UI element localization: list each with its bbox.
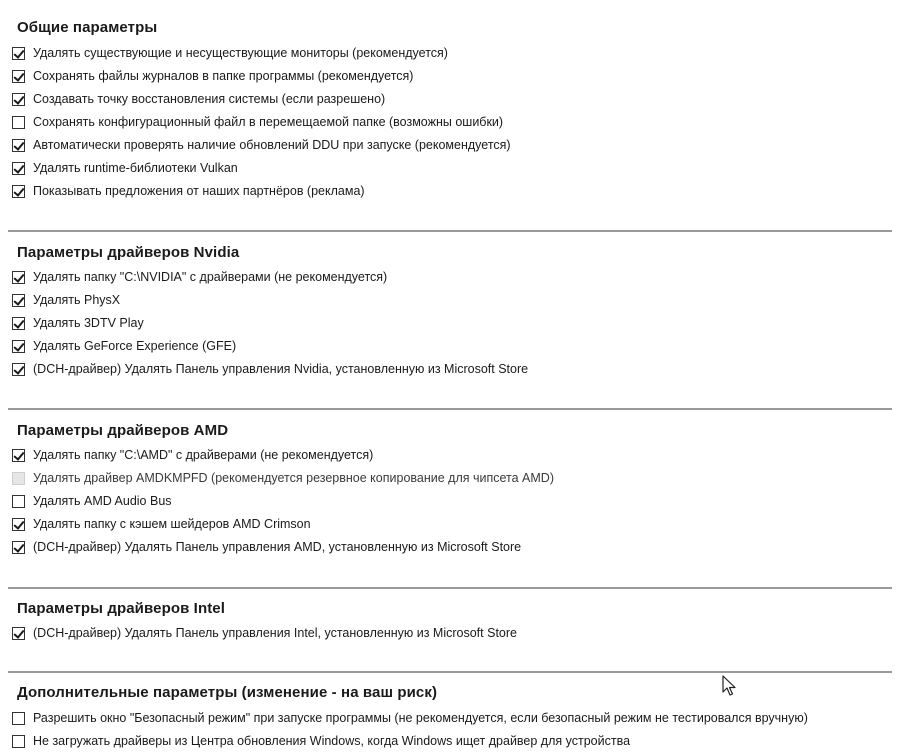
checkbox[interactable] <box>12 712 25 725</box>
option-label: Удалять PhysX <box>33 293 121 307</box>
option-amd-dch-panel[interactable] <box>12 538 521 556</box>
section-title-advanced: Дополнительные параметры (изменение - на ваш риск) <box>17 684 438 701</box>
option-label: Автоматически проверять наличие обновлений DDU при запуске (рекомендуется) <box>33 138 511 152</box>
option-label: Удалять runtime-библиотеки Vulkan <box>33 161 238 175</box>
option-label: Удалять драйвер AMDKMPFD (рекомендуется резервное копирование для чипсета AMD) <box>33 471 554 485</box>
checkbox[interactable] <box>12 627 25 640</box>
option-label: Удалять 3DTV Play <box>33 316 144 330</box>
option-label: Удалять GeForce Experience (GFE) <box>33 339 237 353</box>
checkbox[interactable] <box>12 317 25 330</box>
checkbox[interactable] <box>12 139 25 152</box>
option-save-logs[interactable] <box>12 67 413 85</box>
checkbox[interactable] <box>12 47 25 60</box>
option-nvidia-folder[interactable] <box>12 268 387 286</box>
checkbox[interactable] <box>12 495 25 508</box>
option-amd-shader-cache[interactable] <box>12 515 311 533</box>
option-nvidia-gfe[interactable] <box>12 337 236 355</box>
option-amd-kmpfd[interactable] <box>12 469 554 487</box>
section-divider <box>8 671 892 673</box>
option-label: (DCH-драйвер) Удалять Панель управления AMD, установленную из Microsoft Store <box>33 540 522 554</box>
option-check-updates[interactable] <box>12 136 511 154</box>
option-label: Показывать предложения от наших партнёров (реклама) <box>33 184 365 198</box>
option-label: Разрешить окно "Безопасный режим" при запуске программы (не рекомендуется, если безопасный режим не тестировался вручную) <box>33 711 808 725</box>
section-divider <box>8 408 892 410</box>
checkbox[interactable] <box>12 518 25 531</box>
option-label: Удалять папку с кэшем шейдеров AMD Crimson <box>33 517 311 531</box>
section-divider <box>8 230 892 232</box>
section-divider <box>8 587 892 589</box>
option-label: Сохранять файлы журналов в папке программы (рекомендуется) <box>33 69 414 83</box>
option-safe-mode-dialog[interactable] <box>12 709 808 727</box>
option-nvidia-dch-panel[interactable] <box>12 360 528 378</box>
option-restore-point[interactable] <box>12 90 385 108</box>
option-partner-offers[interactable] <box>12 182 365 200</box>
section-title-nvidia: Параметры драйверов Nvidia <box>17 244 240 261</box>
option-remove-monitors[interactable] <box>12 44 448 62</box>
option-nvidia-physx[interactable] <box>12 291 120 309</box>
option-label: Удалять папку "C:\AMD" с драйверами (не рекомендуется) <box>33 448 374 462</box>
mouse-cursor-icon <box>722 675 738 697</box>
option-label: Удалять существующие и несуществующие мониторы (рекомендуется) <box>33 46 448 60</box>
option-block-windows-update-drivers[interactable] <box>12 732 630 750</box>
checkbox[interactable] <box>12 70 25 83</box>
option-intel-dch-panel[interactable] <box>12 624 517 642</box>
checkbox[interactable] <box>12 735 25 748</box>
section-title-intel: Параметры драйверов Intel <box>17 600 226 617</box>
option-roaming-config[interactable] <box>12 113 503 131</box>
checkbox[interactable] <box>12 294 25 307</box>
checkbox[interactable] <box>12 162 25 175</box>
option-label: Удалять AMD Audio Bus <box>33 494 172 508</box>
option-label: (DCH-драйвер) Удалять Панель управления Intel, установленную из Microsoft Store <box>33 626 517 640</box>
option-label: Не загружать драйверы из Центра обновления Windows, когда Windows ищет драйвер для устройства <box>33 734 631 748</box>
checkbox[interactable] <box>12 185 25 198</box>
checkbox[interactable] <box>12 271 25 284</box>
section-title-amd: Параметры драйверов AMD <box>17 422 229 439</box>
option-amd-folder[interactable] <box>12 446 373 464</box>
option-label: Сохранять конфигурационный файл в перемещаемой папке (возможны ошибки) <box>33 115 504 129</box>
option-remove-vulkan[interactable] <box>12 159 238 177</box>
option-label: (DCH-драйвер) Удалять Панель управления Nvidia, установленную из Microsoft Store <box>33 362 529 376</box>
checkbox[interactable] <box>12 93 25 106</box>
section-title-general: Общие параметры <box>17 19 158 36</box>
checkbox[interactable] <box>12 472 25 485</box>
option-label: Удалять папку "C:\NVIDIA" с драйверами (не рекомендуется) <box>33 270 388 284</box>
option-amd-audio-bus[interactable] <box>12 492 172 510</box>
checkbox[interactable] <box>12 116 25 129</box>
checkbox[interactable] <box>12 363 25 376</box>
checkbox[interactable] <box>12 340 25 353</box>
checkbox[interactable] <box>12 541 25 554</box>
checkbox[interactable] <box>12 449 25 462</box>
option-nvidia-3dtv[interactable] <box>12 314 144 332</box>
option-label: Создавать точку восстановления системы (если разрешено) <box>33 92 386 106</box>
